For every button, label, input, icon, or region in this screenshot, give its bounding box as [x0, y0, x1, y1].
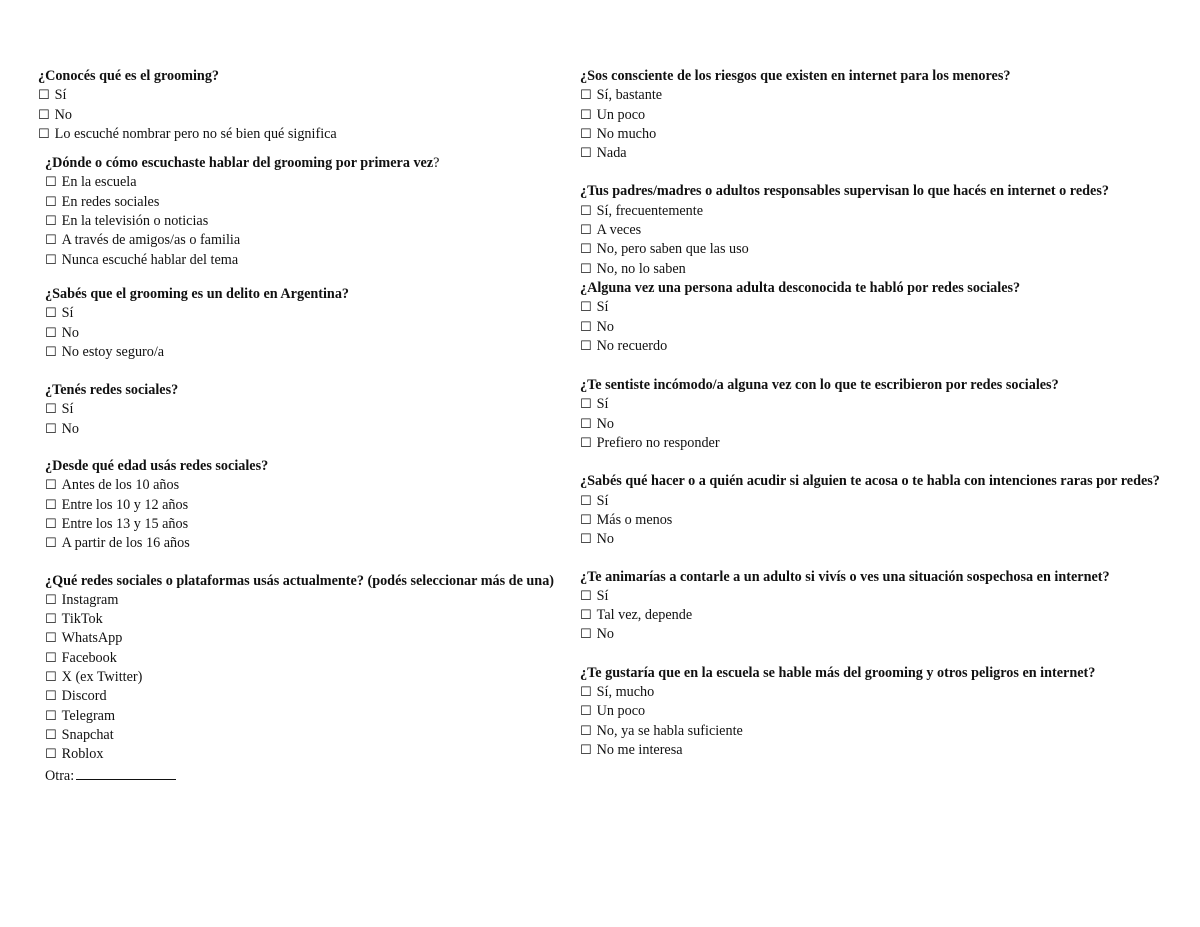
option-label: Sí	[596, 299, 609, 316]
option-label: Prefiero no responder	[596, 435, 720, 452]
option-label: No recuerdo	[596, 337, 668, 354]
option-facebook[interactable]	[45, 649, 558, 668]
option-label: Entre los 13 y 15 años	[61, 515, 189, 532]
question-title	[45, 457, 558, 476]
checkbox-icon[interactable]: ☐	[580, 512, 592, 528]
option-a-traves-de-amigos-as-o-familia[interactable]	[45, 231, 558, 250]
option-no-mucho[interactable]	[580, 125, 1160, 144]
question-title-text: ¿Qué redes sociales o plataformas usás actualmente? (podés seleccionar más de una)	[45, 572, 555, 589]
option-entre-los-13-y-15-anos[interactable]	[45, 515, 558, 534]
option-no[interactable]	[45, 324, 558, 343]
checkbox-icon[interactable]: ☐	[580, 436, 592, 452]
question-title	[580, 472, 1160, 491]
option-label: No	[596, 626, 614, 643]
checkbox-icon[interactable]: ☐	[45, 252, 57, 268]
question-block	[38, 154, 558, 270]
option-tiktok[interactable]	[45, 610, 558, 629]
option-label: TikTok	[61, 611, 103, 628]
option-no-no-lo-saben[interactable]	[580, 260, 1160, 279]
question-title-text: ¿Te animarías a contarle a un adulto si vivís o ves una situación sospechosa en internet?	[580, 568, 1110, 585]
option-label: No	[61, 324, 79, 341]
option-label: Nada	[596, 145, 627, 162]
checkbox-icon[interactable]: ☐	[45, 516, 57, 532]
left-column	[38, 67, 558, 802]
checkbox-icon[interactable]: ☐	[45, 612, 57, 628]
option-si-bastante[interactable]	[580, 86, 1160, 105]
option-instagram[interactable]	[45, 591, 558, 610]
checkbox-icon[interactable]: ☐	[45, 306, 57, 322]
option-no[interactable]	[45, 420, 558, 439]
option-label: Snapchat	[61, 726, 114, 743]
option-nada[interactable]	[580, 144, 1160, 163]
question-title	[580, 279, 1160, 298]
option-label: A través de amigos/as o familia	[61, 232, 241, 249]
option-label: Tal vez, depende	[596, 607, 693, 624]
checkbox-icon[interactable]: ☐	[45, 650, 57, 666]
checkbox-icon[interactable]: ☐	[45, 194, 57, 210]
checkbox-icon[interactable]: ☐	[580, 319, 592, 335]
option-label: Telegram	[61, 707, 116, 724]
option-en-redes-sociales[interactable]	[45, 193, 558, 212]
question-title-tail: ?	[433, 155, 440, 172]
question-block	[580, 568, 1160, 645]
option-no[interactable]	[580, 318, 1160, 337]
option-label: No	[596, 531, 614, 548]
question-title	[580, 182, 1160, 201]
checkbox-icon[interactable]: ☐	[45, 175, 57, 191]
option-no-recuerdo[interactable]	[580, 337, 1160, 356]
question-title	[45, 572, 558, 591]
option-label: Sí, mucho	[596, 684, 655, 701]
checkbox-icon[interactable]: ☐	[580, 608, 592, 624]
option-prefiero-no-responder[interactable]	[580, 434, 1160, 453]
checkbox-icon[interactable]: ☐	[45, 747, 57, 763]
question-title	[38, 67, 558, 86]
option-label: Facebook	[61, 649, 117, 666]
option-label: Sí	[61, 401, 74, 418]
checkbox-icon[interactable]: ☐	[45, 631, 57, 647]
checkbox-icon[interactable]: ☐	[45, 708, 57, 724]
question-block	[38, 381, 558, 439]
question-title	[45, 285, 558, 304]
option-entre-los-10-y-12-anos[interactable]	[45, 496, 558, 515]
option-label: Antes de los 10 años	[61, 477, 180, 494]
question-block	[580, 67, 1160, 163]
checkbox-icon[interactable]: ☐	[580, 704, 592, 720]
checkbox-icon[interactable]: ☐	[45, 592, 57, 608]
option-label: En la televisión o noticias	[61, 213, 209, 230]
question-block	[580, 472, 1160, 549]
question-block	[580, 376, 1160, 453]
checkbox-icon[interactable]: ☐	[580, 723, 592, 739]
checkbox-icon[interactable]: ☐	[580, 685, 592, 701]
checkbox-icon[interactable]: ☐	[580, 242, 592, 258]
option-nunca-escuche-hablar-del-tema[interactable]	[45, 251, 558, 270]
checkbox-icon[interactable]: ☐	[38, 126, 50, 142]
checkbox-icon[interactable]: ☐	[45, 344, 57, 360]
option-label: Instagram	[61, 591, 119, 608]
option-si-mucho[interactable]	[580, 683, 1160, 702]
option-discord[interactable]	[45, 687, 558, 706]
option-label: A veces	[596, 222, 642, 239]
checkbox-icon[interactable]: ☐	[38, 107, 50, 123]
option-si[interactable]	[38, 86, 558, 105]
option-label: No, pero saben que las uso	[596, 241, 749, 258]
question-title	[580, 664, 1160, 683]
option-label: Más o menos	[596, 511, 673, 528]
option-label: En redes sociales	[61, 193, 160, 210]
option-label: No, ya se habla suficiente	[596, 722, 743, 739]
option-label: Sí	[61, 305, 74, 322]
checkbox-icon[interactable]: ☐	[45, 325, 57, 341]
question-block	[38, 285, 558, 362]
checkbox-icon[interactable]: ☐	[580, 338, 592, 354]
option-label: Sí	[596, 492, 609, 509]
option-si[interactable]	[45, 304, 558, 323]
checkbox-icon[interactable]: ☐	[580, 493, 592, 509]
right-column	[580, 67, 1160, 760]
checkbox-icon[interactable]: ☐	[580, 146, 592, 162]
option-no-pero-saben-que-las-uso[interactable]	[580, 240, 1160, 259]
option-label: Sí	[596, 587, 609, 604]
option-label: No	[596, 318, 614, 335]
option-label: No mucho	[596, 125, 657, 142]
option-label: Lo escuché nombrar pero no sé bien qué significa	[54, 125, 337, 142]
checkbox-icon[interactable]: ☐	[580, 397, 592, 413]
option-roblox[interactable]	[45, 745, 558, 764]
question-block	[580, 664, 1160, 760]
checkbox-icon[interactable]: ☐	[580, 300, 592, 316]
checkbox-icon[interactable]: ☐	[580, 203, 592, 219]
option-label: No	[54, 106, 72, 123]
option-no-ya-se-habla-suficiente[interactable]	[580, 722, 1160, 741]
checkbox-icon[interactable]: ☐	[580, 88, 592, 104]
option-label: No estoy seguro/a	[61, 343, 165, 360]
question-block	[580, 279, 1160, 356]
option-label: Un poco	[596, 703, 646, 720]
checkbox-icon[interactable]: ☐	[580, 107, 592, 123]
checkbox-icon[interactable]: ☐	[45, 727, 57, 743]
question-title	[45, 381, 558, 400]
checkbox-icon[interactable]: ☐	[580, 588, 592, 604]
option-whatsapp[interactable]	[45, 629, 558, 648]
question-title-text: ¿Tus padres/madres o adultos responsables supervisan lo que hacés en internet o redes?	[580, 183, 1109, 200]
option-no-me-interesa[interactable]	[580, 741, 1160, 760]
option-a-veces[interactable]	[580, 221, 1160, 240]
checkbox-icon[interactable]: ☐	[45, 214, 57, 230]
option-label: No	[61, 420, 79, 437]
option-snapchat[interactable]	[45, 726, 558, 745]
question-title-text: ¿Sabés qué hacer o a quién acudir si alguien te acosa o te habla con intenciones raras por redes?	[580, 473, 1160, 490]
checkbox-icon[interactable]: ☐	[45, 670, 57, 686]
checkbox-icon[interactable]: ☐	[580, 261, 592, 277]
option-a-partir-de-los-16-anos[interactable]	[45, 534, 558, 553]
checkbox-icon[interactable]: ☐	[45, 233, 57, 249]
question-title-text: ¿Desde qué edad usás redes sociales?	[45, 458, 269, 475]
option-label: Roblox	[61, 746, 104, 763]
checkbox-icon[interactable]: ☐	[580, 532, 592, 548]
checkbox-icon[interactable]: ☐	[38, 88, 50, 104]
option-label: A partir de los 16 años	[61, 535, 190, 552]
option-label: Entre los 10 y 12 años	[61, 496, 189, 513]
question-title	[580, 67, 1160, 86]
option-si[interactable]	[580, 492, 1160, 511]
option-un-poco[interactable]	[580, 702, 1160, 721]
option-si[interactable]	[580, 395, 1160, 414]
option-un-poco[interactable]	[580, 106, 1160, 125]
question-title-text: ¿Tenés redes sociales?	[45, 382, 179, 399]
checkbox-icon[interactable]: ☐	[580, 627, 592, 643]
other-option	[45, 765, 558, 786]
checkbox-icon[interactable]: ☐	[580, 416, 592, 432]
option-label: Sí	[54, 87, 67, 104]
question-title-text: ¿Alguna vez una persona adulta desconocida te habló por redes sociales?	[580, 279, 1021, 296]
question-block	[38, 572, 558, 786]
checkbox-icon[interactable]: ☐	[580, 742, 592, 758]
option-mas-o-menos[interactable]	[580, 511, 1160, 530]
option-en-la-television-o-noticias[interactable]	[45, 212, 558, 231]
checkbox-icon[interactable]: ☐	[45, 402, 57, 418]
question-title-text: ¿Dónde o cómo escuchaste hablar del grooming por primera vez	[45, 155, 434, 172]
option-telegram[interactable]	[45, 707, 558, 726]
option-label: Discord	[61, 688, 107, 705]
checkbox-icon[interactable]: ☐	[45, 421, 57, 437]
question-title	[580, 376, 1160, 395]
option-lo-escuche-nombrar-pero-no-se-bien-que-s[interactable]	[38, 125, 558, 144]
option-label: No, no lo saben	[596, 260, 686, 277]
other-label: Otra:	[45, 767, 75, 784]
option-label: WhatsApp	[61, 630, 123, 647]
checkbox-icon[interactable]: ☐	[45, 478, 57, 494]
option-si[interactable]	[580, 587, 1160, 606]
option-si-frecuentemente[interactable]	[580, 202, 1160, 221]
question-block	[38, 67, 558, 144]
question-title	[45, 154, 558, 173]
option-label: No me interesa	[596, 741, 683, 758]
other-input-line[interactable]	[76, 765, 176, 780]
checkbox-icon[interactable]: ☐	[580, 223, 592, 239]
option-en-la-escuela[interactable]	[45, 173, 558, 192]
option-no[interactable]	[580, 625, 1160, 644]
option-no[interactable]	[580, 530, 1160, 549]
question-block	[38, 457, 558, 553]
question-title-text: ¿Sos consciente de los riesgos que existen en internet para los menores?	[580, 68, 1011, 84]
checkbox-icon[interactable]: ☐	[45, 497, 57, 513]
question-title-text: ¿Conocés qué es el grooming?	[38, 68, 220, 84]
option-antes-de-los-10-anos[interactable]	[45, 476, 558, 495]
option-no[interactable]	[38, 106, 558, 125]
option-label: Sí	[596, 396, 609, 413]
question-title-text: ¿Te gustaría que en la escuela se hable más del grooming y otros peligros en internet?	[580, 664, 1096, 681]
option-label: Nunca escuché hablar del tema	[61, 251, 239, 268]
option-x-ex-twitter[interactable]	[45, 668, 558, 687]
question-title-text: ¿Sabés que el grooming es un delito en Argentina?	[45, 285, 350, 302]
checkbox-icon[interactable]: ☐	[580, 126, 592, 142]
option-label: Un poco	[596, 106, 646, 123]
option-label: X (ex Twitter)	[61, 669, 143, 686]
option-label: En la escuela	[61, 174, 137, 191]
option-label: Sí, frecuentemente	[596, 202, 704, 219]
option-si[interactable]	[45, 400, 558, 419]
option-si[interactable]	[580, 298, 1160, 317]
option-tal-vez-depende[interactable]	[580, 606, 1160, 625]
option-no-estoy-seguro-a[interactable]	[45, 343, 558, 362]
option-no[interactable]	[580, 415, 1160, 434]
option-label: No	[596, 415, 614, 432]
option-label: Sí, bastante	[596, 87, 663, 104]
checkbox-icon[interactable]: ☐	[45, 536, 57, 552]
question-title	[580, 568, 1160, 587]
question-title-text: ¿Te sentiste incómodo/a alguna vez con lo que te escribieron por redes sociales?	[580, 377, 1059, 394]
question-block	[580, 182, 1160, 278]
checkbox-icon[interactable]: ☐	[45, 689, 57, 705]
